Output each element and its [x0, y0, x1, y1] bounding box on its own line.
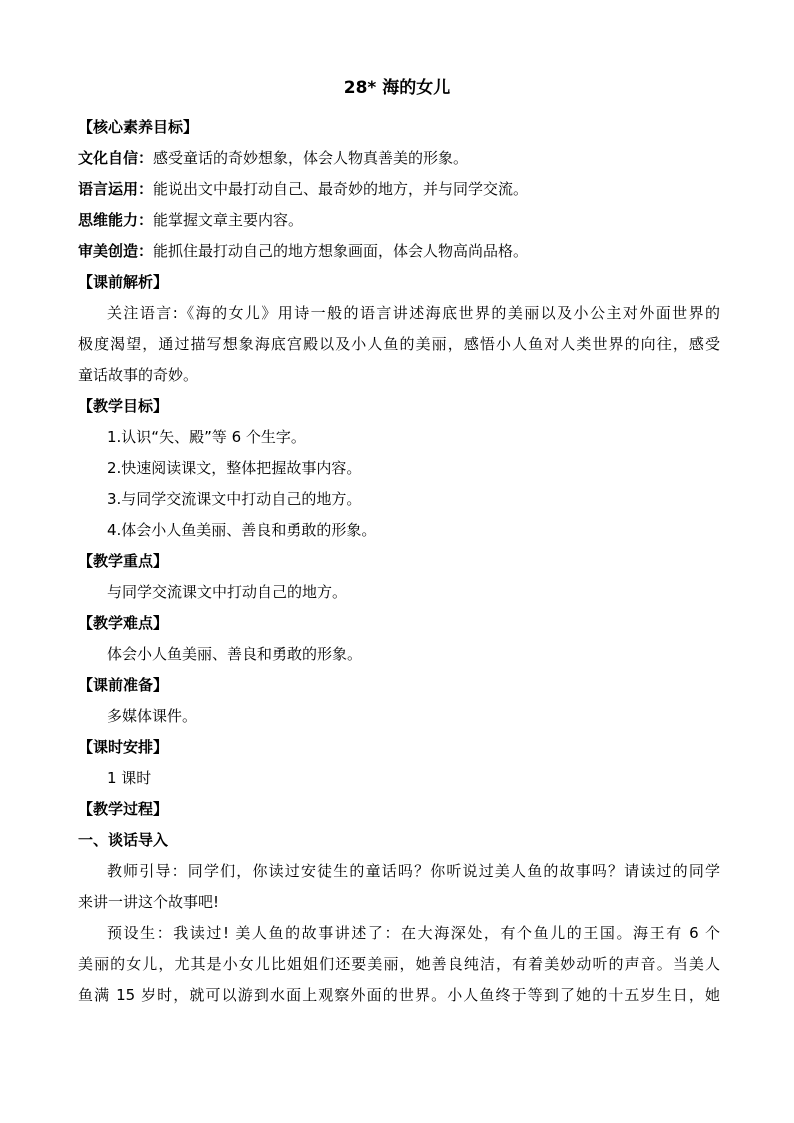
core-item-text: 能掌握文章主要内容。	[153, 211, 304, 229]
core-item-aesthetic	[78, 241, 720, 261]
core-item-label: 思维能力：	[78, 211, 154, 229]
teaching-goals-heading: 【教学目标】	[78, 397, 169, 415]
schedule-heading: 【课时安排】	[78, 738, 169, 756]
core-item-thinking	[78, 210, 720, 230]
teaching-goal-item: 4.体会小人鱼美丽、善良和勇敢的形象。	[107, 521, 377, 539]
preparation-text: 多媒体课件。	[107, 707, 198, 725]
analysis-heading: 【课前解析】	[78, 273, 169, 291]
student-answer-line: 预设生：我读过! 美人鱼的故事讲述了：在大海深处，有个鱼儿的王国。海王有 6 个	[107, 924, 720, 942]
teaching-goal-item: 1.认识“矢、殿”等 6 个生字。	[107, 428, 306, 446]
analysis-line: 关注语言:《海的女儿》用诗一般的语言讲述海底世界的美丽以及小公主对外面世界的	[107, 304, 720, 322]
core-item-language	[78, 179, 720, 199]
analysis-line: 童话故事的奇妙。	[78, 366, 199, 384]
core-item-label: 审美创造：	[78, 242, 154, 260]
teaching-goal-item: 2.快速阅读课文，整体把握故事内容。	[107, 459, 362, 477]
process-heading: 【教学过程】	[78, 800, 169, 818]
section-heading: 一、谈话导入	[78, 831, 169, 849]
teacher-guidance-line: 来讲一讲这个故事吧!	[78, 893, 220, 911]
core-item-text: 能抓住最打动自己的地方想象画面，体会人物高尚品格。	[153, 242, 529, 260]
student-answer-line: 鱼满 15 岁时，就可以游到水面上观察外面的世界。小人鱼终于等到了她的十五岁生日，她	[78, 986, 720, 1004]
key-points-text: 与同学交流课文中打动自己的地方。	[107, 583, 348, 601]
teacher-guidance-line: 教师引导：同学们，你读过安徒生的童话吗？你听说过美人鱼的故事吗？请读过的同学	[107, 862, 720, 880]
core-item-text: 能说出文中最打动自己、最奇妙的地方，并与同学交流。	[153, 180, 529, 198]
core-goals-heading: 【核心素养目标】	[78, 118, 199, 136]
preparation-heading: 【课前准备】	[78, 676, 169, 694]
difficulty-text: 体会小人鱼美丽、善良和勇敢的形象。	[107, 645, 363, 663]
schedule-text: 1 课时	[107, 769, 152, 787]
core-item-label: 语言运用：	[78, 180, 154, 198]
teaching-goal-item: 3.与同学交流课文中打动自己的地方。	[107, 490, 362, 508]
core-item-culture	[78, 148, 720, 168]
core-item-text: 感受童话的奇妙想象，体会人物真善美的形象。	[153, 149, 469, 167]
difficulty-heading: 【教学难点】	[78, 614, 169, 632]
student-answer-line: 美丽的女儿，尤其是小女儿比姐姐们还要美丽，她善良纯洁，有着美妙动听的声音。当美人	[78, 955, 720, 973]
document-title: 28* 海的女儿	[343, 78, 451, 98]
analysis-line: 极度渴望，通过描写想象海底宫殿以及小人鱼的美丽，感悟小人鱼对人类世界的向往，感受	[78, 335, 720, 353]
core-item-label: 文化自信：	[78, 149, 154, 167]
key-points-heading: 【教学重点】	[78, 552, 169, 570]
